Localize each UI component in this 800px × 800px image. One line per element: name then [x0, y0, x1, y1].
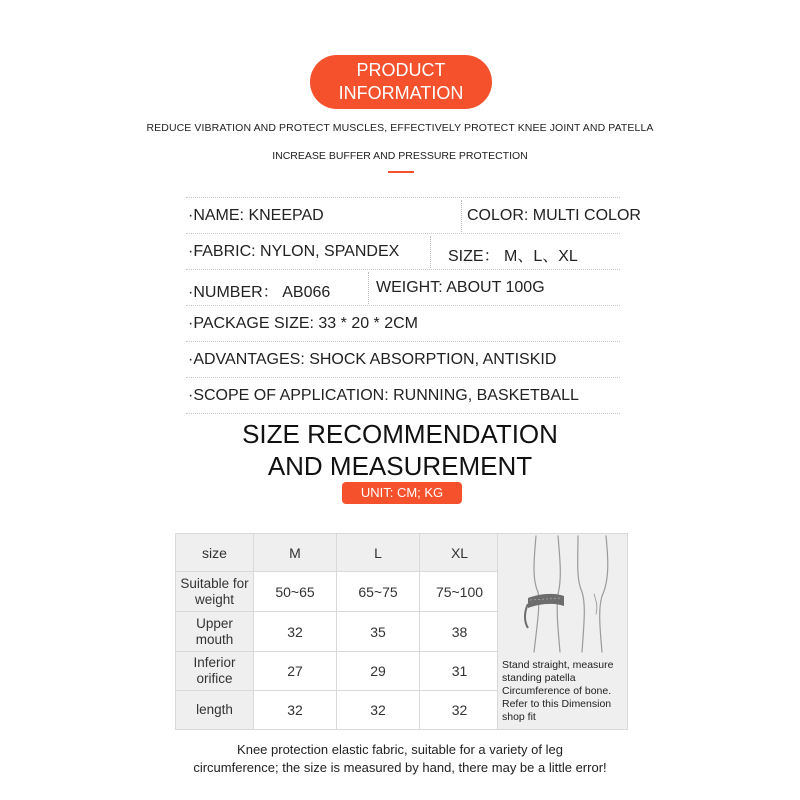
info-row-fabric — [186, 234, 620, 270]
measurement-diagram-panel — [497, 533, 628, 730]
footnote — [0, 741, 800, 777]
table-cell: 75~100 — [420, 572, 500, 612]
table-header-cell: M — [254, 534, 337, 572]
product-information-badge — [310, 55, 492, 109]
info-weight: WEIGHT: ABOUT 100G — [376, 279, 545, 296]
measurement-note: Stand straight, measure standing patella Circumference of bone. Refer to this Dimension shop fit — [502, 659, 614, 723]
info-row-number — [186, 270, 620, 306]
row-label: length — [176, 691, 254, 730]
info-row-advantages — [186, 342, 620, 378]
table-header-cell: L — [337, 534, 420, 572]
table-header-row — [176, 534, 500, 572]
accent-divider — [388, 171, 414, 173]
info-fabric: ·FABRIC: NYLON, SPANDEX — [188, 243, 400, 260]
table-header-cell: size — [176, 534, 254, 572]
size-title-line-1: SIZE RECOMMENDATION — [242, 419, 558, 449]
info-package: ·PACKAGE SIZE: 33 * 20 * 2CM — [188, 315, 419, 332]
product-info-list — [186, 197, 641, 414]
info-name: ·NAME: KNEEPAD — [188, 207, 324, 224]
table-cell: 29 — [337, 652, 420, 691]
table-row — [176, 652, 500, 691]
table-row — [176, 612, 500, 652]
info-number: ·NUMBER： AB066 — [188, 284, 331, 301]
subtitle-line-2: INCREASE BUFFER AND PRESSURE PROTECTION — [272, 150, 528, 162]
info-separator — [461, 200, 462, 232]
info-size: SIZE： M、L、XL — [448, 248, 578, 265]
info-row-name — [186, 197, 641, 234]
table-cell: 38 — [420, 612, 500, 652]
info-advantages: ·ADVANTAGES: SHOCK ABSORPTION, ANTISKID — [188, 351, 557, 368]
table-cell: 32 — [254, 612, 337, 652]
table-header-cell: XL — [420, 534, 500, 572]
table-cell: 31 — [420, 652, 500, 691]
size-section-title — [0, 418, 800, 482]
size-chart-table — [175, 533, 500, 730]
size-title-line-2: AND MEASUREMENT — [267, 451, 533, 481]
info-separator — [430, 236, 431, 268]
table-row — [176, 572, 500, 612]
table-cell: 32 — [420, 691, 500, 730]
footnote-line-1: Knee protection elastic fabric, suitable for a variety of leg — [237, 742, 563, 757]
legs-measurement-illustration — [498, 534, 629, 654]
subtitle-line-1: REDUCE VIBRATION AND PROTECT MUSCLES, EFFECTIVELY PROTECT KNEE JOINT AND PATELLA — [146, 122, 654, 134]
row-label: Inferior orifice — [176, 652, 254, 691]
table-cell: 32 — [337, 691, 420, 730]
info-separator — [368, 272, 369, 304]
table-cell: 35 — [337, 612, 420, 652]
table-cell: 50~65 — [254, 572, 337, 612]
info-row-package — [186, 306, 620, 342]
table-cell: 65~75 — [337, 572, 420, 612]
table-cell: 32 — [254, 691, 337, 730]
table-cell: 27 — [254, 652, 337, 691]
table-row — [176, 691, 500, 730]
footnote-line-2: circumference; the size is measured by hand, there may be a little error! — [193, 760, 607, 775]
title-line-2: INFORMATION — [338, 83, 464, 103]
info-scope: ·SCOPE OF APPLICATION: RUNNING, BASKETBALL — [188, 387, 579, 404]
unit-badge: UNIT: CM; KG — [342, 482, 462, 504]
title-line-1: PRODUCT — [356, 60, 446, 80]
info-color: COLOR: MULTI COLOR — [467, 207, 641, 224]
info-row-scope — [186, 378, 620, 414]
row-label: Suitable for weight — [176, 572, 254, 612]
row-label: Upper mouth — [176, 612, 254, 652]
